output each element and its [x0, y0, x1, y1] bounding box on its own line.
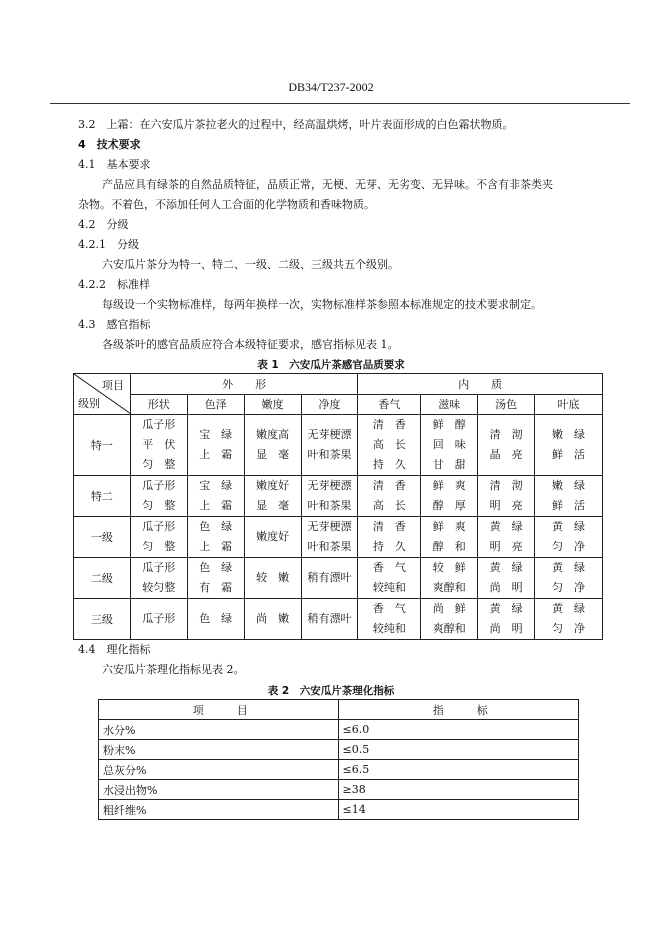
document-code: DB34/T237-2002: [288, 80, 374, 94]
corner-top-label: 项目: [101, 379, 124, 392]
item-cell: 水分%: [99, 720, 339, 740]
item-cell: 粉末%: [99, 740, 339, 760]
table2-caption: 表 2 六安瓜片茶理化指标: [267, 685, 395, 697]
sensory-cell: 宝 绿 上 霜: [187, 476, 244, 517]
value-cell: ≤6.0: [338, 720, 579, 740]
table2-row: [99, 780, 579, 800]
column-header: 嫩度: [244, 394, 301, 415]
sensory-cell: 鲜 爽 醇 和: [421, 517, 478, 558]
item-cell: 总灰分%: [99, 760, 339, 780]
section-4-1-text-line1: 产品应具有绿茶的自然品质特征，品质正常，无梗、无芽、无劣变、无异味。不含有非茶类夹: [102, 178, 553, 191]
table1-row: [74, 517, 603, 558]
sensory-cell: 黄 绿 明 亮: [478, 517, 535, 558]
sensory-cell: 瓜子形 匀 整: [130, 517, 187, 558]
table2-header-index: 指 标: [338, 700, 579, 720]
sensory-cell: 黄 绿 尚 明: [478, 558, 535, 599]
sensory-cell: 清 香 高 长 持 久: [358, 415, 421, 476]
table1-body: [74, 415, 603, 640]
grade-cell: 特二: [74, 476, 131, 517]
value-cell: ≤14: [338, 800, 579, 820]
sensory-quality-table: [73, 373, 603, 640]
sensory-cell: 较 嫩: [244, 558, 301, 599]
section-4-1-heading: 4.1 基本要求: [78, 158, 151, 171]
corner-bottom-label: 级别: [78, 397, 100, 410]
table1-caption: 表 1 六安瓜片茶感官品质要求: [257, 359, 405, 371]
grade-cell: 一级: [74, 517, 131, 558]
sensory-cell: 无芽梗漂 叶和茶果: [301, 476, 358, 517]
header-rule: [50, 103, 630, 104]
table2-row: [99, 760, 579, 780]
column-header: 色泽: [187, 394, 244, 415]
table1-row: [74, 476, 603, 517]
sensory-cell: 嫩 绿 鲜 活: [535, 415, 603, 476]
group-header-outer: 外 形: [130, 374, 358, 395]
sensory-cell: 清 沏 明 亮: [478, 476, 535, 517]
sensory-cell: 清 沏 晶 亮: [478, 415, 535, 476]
grade-cell: 三级: [74, 599, 131, 640]
value-cell: ≤6.5: [338, 760, 579, 780]
sensory-cell: 无芽梗漂 叶和茶果: [301, 415, 358, 476]
column-header: 香气: [358, 394, 421, 415]
table2-header-item: 项 目: [99, 700, 339, 720]
column-header: 净度: [301, 394, 358, 415]
sensory-cell: 香 气 较纯和: [358, 599, 421, 640]
sensory-cell: 鲜 醇 回 味 甘 甜: [421, 415, 478, 476]
clause-3-2: 3.2 上霜：在六安瓜片茶拉老火的过程中，经高温烘烤，叶片表面形成的白色霜状物质。: [78, 118, 514, 131]
sensory-cell: 嫩 绿 鲜 活: [535, 476, 603, 517]
section-4-2-heading: 4.2 分级: [78, 218, 129, 231]
section-4-2-2-text: 每级设一个实物标准样，每两年换样一次，实物标准样茶参照本标准规定的技术要求制定。: [102, 298, 542, 311]
sensory-cell: 较 鲜 爽醇和: [421, 558, 478, 599]
column-header: 滋味: [421, 394, 478, 415]
section-4-2-1-text: 六安瓜片茶分为特一、特二、一级、二级、三级共五个级别。: [102, 258, 399, 271]
sensory-cell: 清 香 高 长: [358, 476, 421, 517]
sensory-cell: 无芽梗漂 叶和茶果: [301, 517, 358, 558]
sensory-cell: 黄 绿 匀 净: [535, 599, 603, 640]
sensory-cell: 嫩度好: [244, 517, 301, 558]
table1-row: [74, 599, 603, 640]
column-header: 汤色: [478, 394, 535, 415]
sensory-cell: 黄 绿 尚 明: [478, 599, 535, 640]
sensory-cell: 瓜子形: [130, 599, 187, 640]
sensory-cell: 嫩度高 显 毫: [244, 415, 301, 476]
sensory-cell: 黄 绿 匀 净: [535, 558, 603, 599]
value-cell: ≥38: [338, 780, 579, 800]
sensory-cell: 稍有漂叶: [301, 558, 358, 599]
column-header: 叶底: [535, 394, 603, 415]
item-cell: 粗纤维%: [99, 800, 339, 820]
section-4-heading: 4 技术要求: [78, 138, 141, 151]
section-4-4-heading: 4.4 理化指标: [78, 643, 151, 656]
sensory-cell: 瓜子形 平 伏 匀 整: [130, 415, 187, 476]
section-4-4-text: 六安瓜片茶理化指标见表 2。: [102, 663, 245, 676]
table1-corner-cell: [74, 374, 131, 415]
sensory-cell: 瓜子形 较匀整: [130, 558, 187, 599]
sensory-cell: 宝 绿 上 霜: [187, 415, 244, 476]
sensory-cell: 黄 绿 匀 净: [535, 517, 603, 558]
section-4-1-text-line2: 杂物。不着色，不添加任何人工合面的化学物质和香味物质。: [78, 198, 375, 211]
table1-row: [74, 558, 603, 599]
table1-column-headers: [74, 394, 603, 415]
section-4-2-2-heading: 4.2.2 标准样: [78, 278, 150, 291]
table2-row: [99, 800, 579, 820]
value-cell: ≤0.5: [338, 740, 579, 760]
sensory-cell: 尚 鲜 爽醇和: [421, 599, 478, 640]
sensory-cell: 鲜 爽 醇 厚: [421, 476, 478, 517]
column-header: 形状: [130, 394, 187, 415]
section-4-3-heading: 4.3 感官指标: [78, 318, 151, 331]
grade-cell: 特一: [74, 415, 131, 476]
sensory-cell: 香 气 较纯和: [358, 558, 421, 599]
table2-row: [99, 720, 579, 740]
grade-cell: 二级: [74, 558, 131, 599]
sensory-cell: 瓜子形 匀 整: [130, 476, 187, 517]
group-header-inner: 内 质: [358, 374, 603, 395]
sensory-cell: 尚 嫩: [244, 599, 301, 640]
sensory-cell: 清 香 持 久: [358, 517, 421, 558]
sensory-cell: 嫩度好 显 毫: [244, 476, 301, 517]
item-cell: 水浸出物%: [99, 780, 339, 800]
physicochemical-table: [98, 699, 579, 820]
sensory-cell: 色 绿 上 霜: [187, 517, 244, 558]
table2-row: [99, 740, 579, 760]
sensory-cell: 稍有漂叶: [301, 599, 358, 640]
table1-row: [74, 415, 603, 476]
table2-body: [99, 720, 579, 820]
section-4-3-text: 各级茶叶的感官品质应符合本级特征要求，感官指标见表 1。: [102, 338, 399, 351]
sensory-cell: 色 绿: [187, 599, 244, 640]
sensory-cell: 色 绿 有 霜: [187, 558, 244, 599]
section-4-2-1-heading: 4.2.1 分级: [78, 238, 139, 251]
